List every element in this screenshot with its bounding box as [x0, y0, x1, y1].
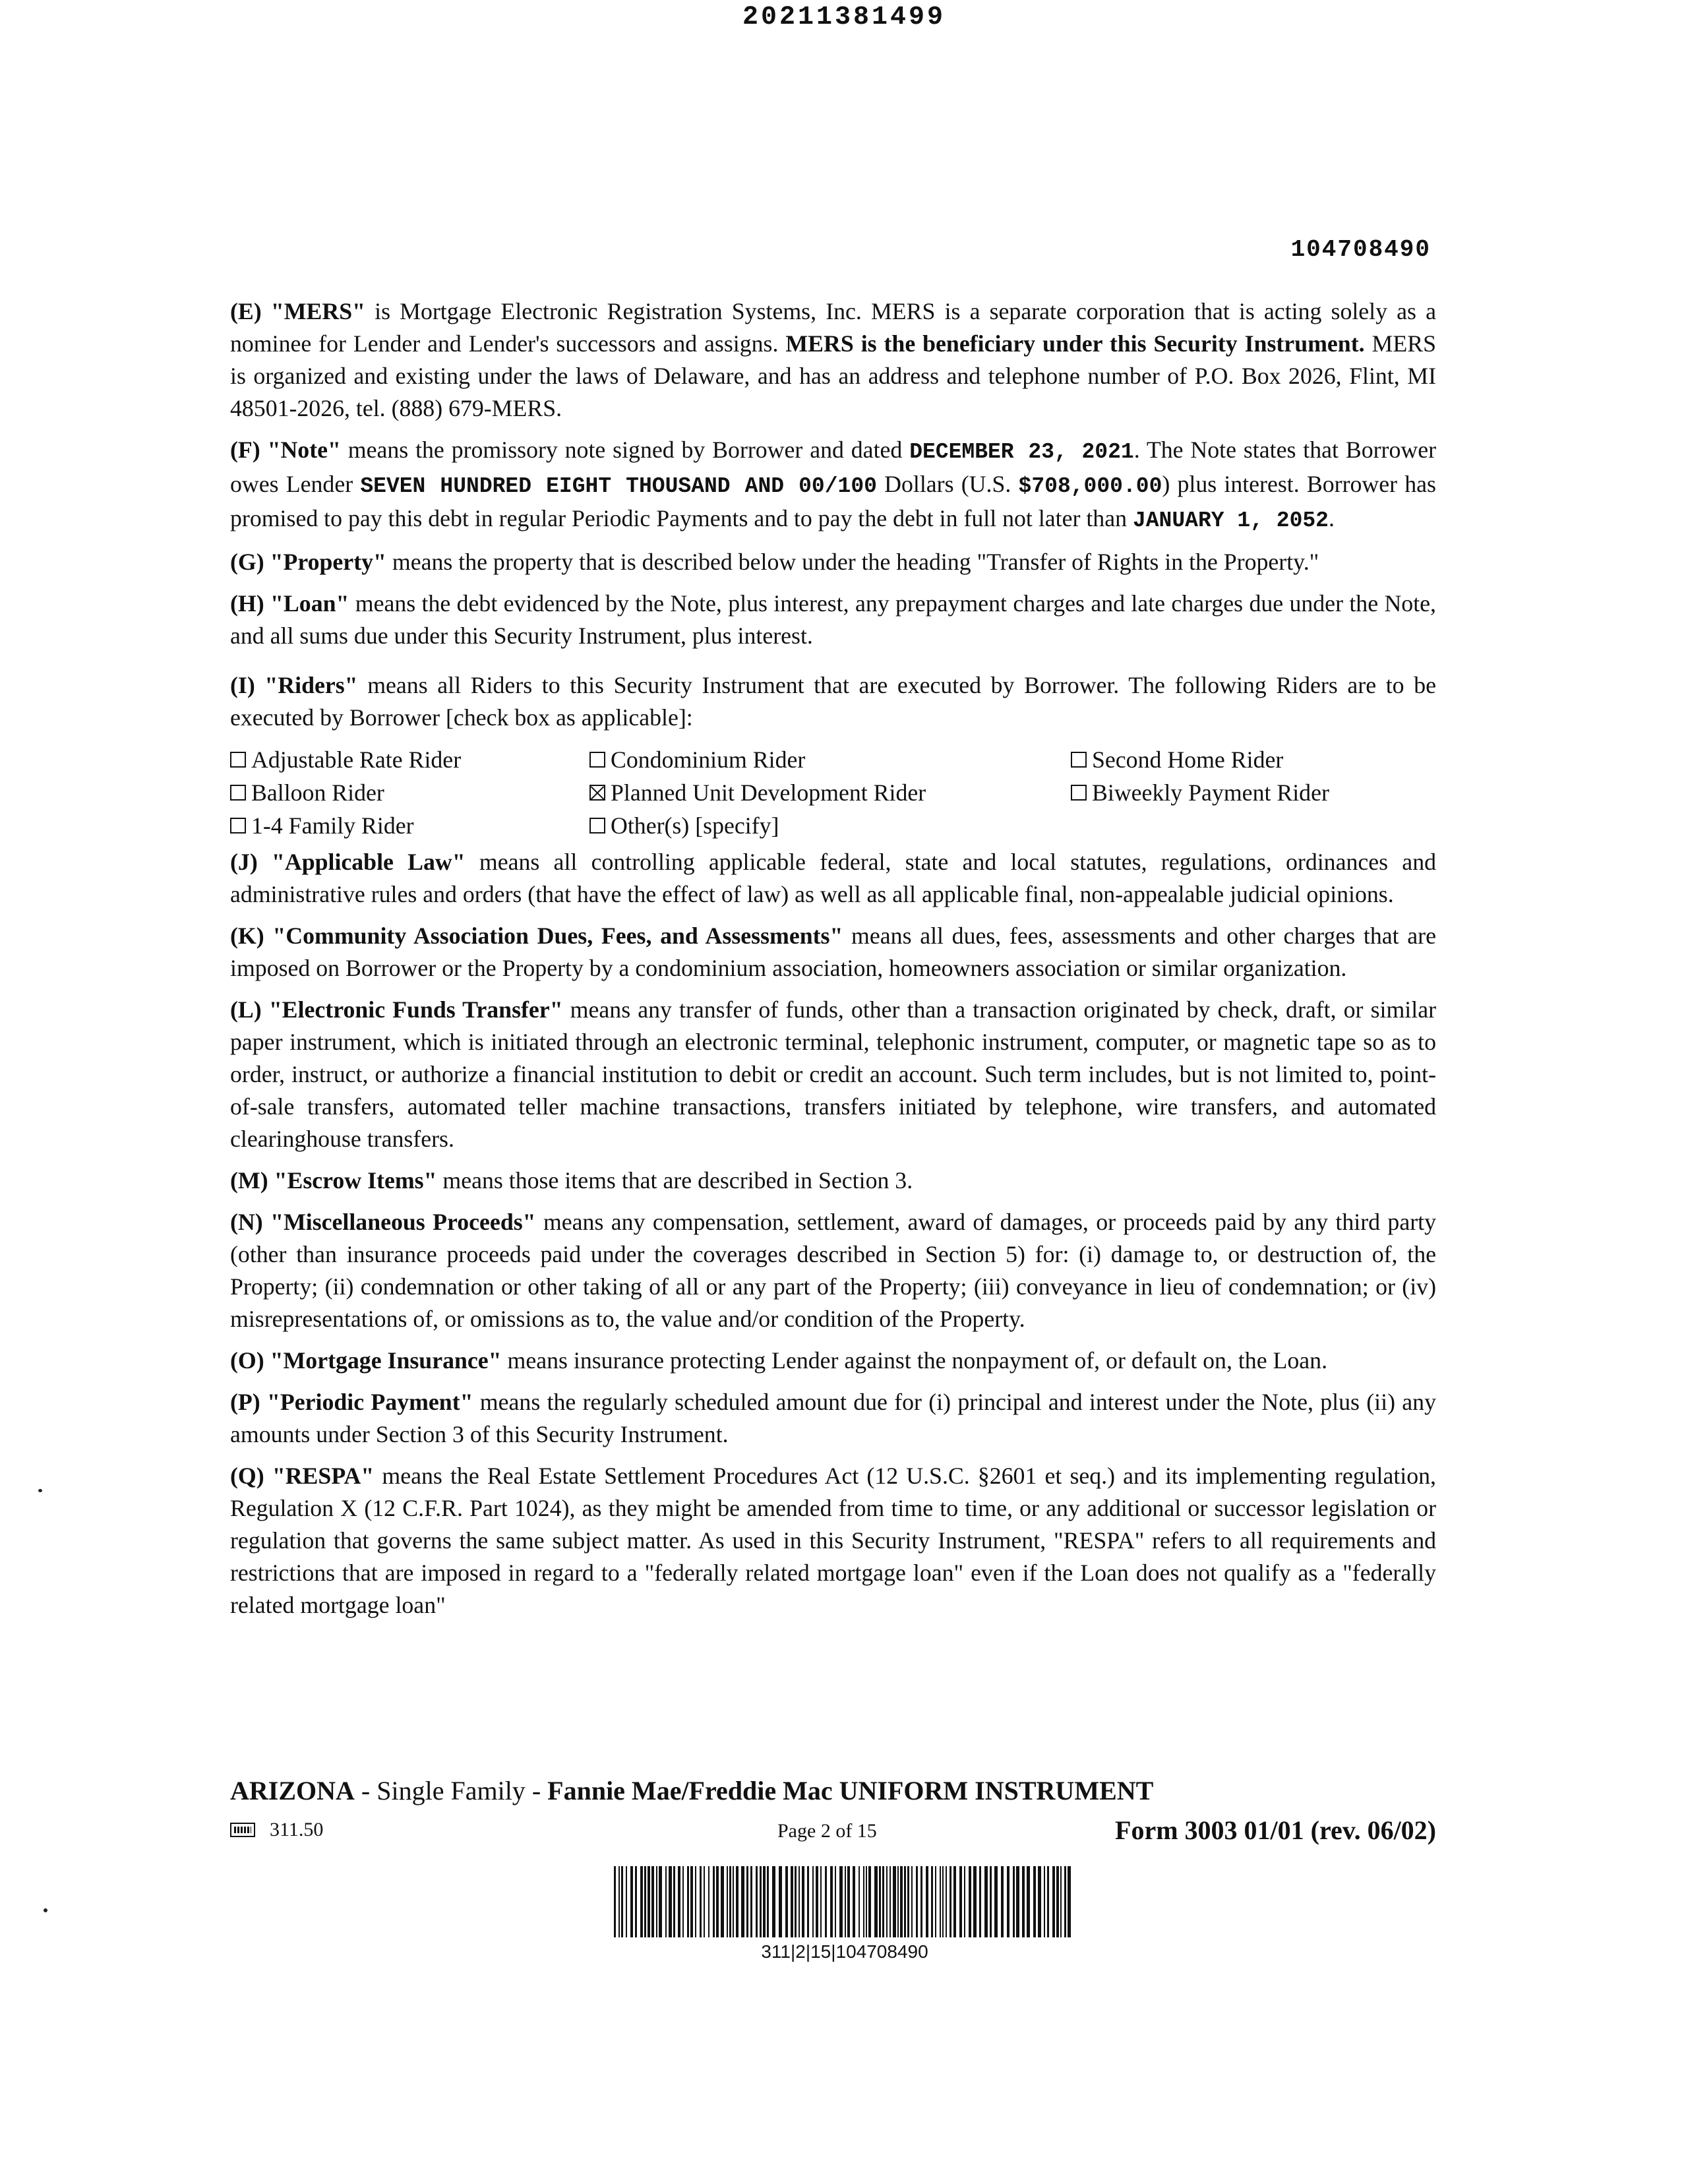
loan-number: 104708490 — [1290, 236, 1431, 263]
barcode-bar — [979, 1866, 981, 1937]
barcode-bar — [920, 1866, 922, 1937]
barcode-bar — [1001, 1866, 1004, 1937]
barcode-bar — [626, 1866, 627, 1937]
barcode-bar — [946, 1866, 947, 1937]
term-property: (G) "Property" — [230, 549, 386, 575]
barcode-bar — [845, 1866, 846, 1937]
paragraph-text: means the debt evidenced by the Note, plus interest, any prepayment charges and late charges due under the Note, and all sums due under this Security Instrument, plus interest. — [230, 590, 1436, 649]
barcode-bar — [866, 1866, 867, 1937]
barcode-bar — [839, 1866, 843, 1937]
footer-instrument: Fannie Mae/Freddie Mac UNIFORM INSTRUMENT — [547, 1776, 1154, 1805]
barcode-bar — [886, 1866, 888, 1937]
paragraph-i-riders — [230, 669, 1436, 734]
term-mers: (E) "MERS" — [230, 298, 366, 324]
barcode-bar — [635, 1866, 637, 1937]
page-number: Page 2 of 15 — [777, 1820, 877, 1842]
barcode-bar — [868, 1866, 871, 1937]
barcode-bar — [1047, 1866, 1049, 1937]
barcode-bar — [859, 1866, 860, 1937]
barcode-bar — [879, 1866, 881, 1937]
rider-balloon[interactable] — [230, 776, 589, 809]
paragraph-text: means all controlling applicable federal, state and local statutes, regulations, ordinances and administrative rules and orders (that have the effect of law) as well as all applicable final, non-appealable judicial opinions. — [230, 849, 1436, 907]
barcode-bar — [897, 1866, 899, 1937]
barcode-bar — [741, 1866, 744, 1937]
rider-label: Balloon Rider — [251, 779, 384, 806]
barcode-bar — [863, 1866, 864, 1937]
barcode-bar — [847, 1866, 850, 1937]
paragraph-o-mortgage-insurance — [230, 1345, 1436, 1377]
rider-label: Biweekly Payment Rider — [1092, 779, 1329, 806]
barcode-bar — [935, 1866, 936, 1937]
loan-amount: $708,000.00 — [1018, 474, 1162, 499]
checkbox-icon[interactable] — [230, 752, 246, 768]
barcode-bar — [1013, 1866, 1015, 1937]
barcode-bar — [678, 1866, 680, 1937]
barcode-bar — [727, 1866, 728, 1937]
barcode-bar — [1038, 1866, 1041, 1937]
barcode-bar — [640, 1866, 643, 1937]
barcode-bar — [953, 1866, 956, 1937]
barcode-bar — [713, 1866, 715, 1937]
footer-family-type: Single Family — [377, 1776, 526, 1805]
barcode-bar — [779, 1866, 782, 1937]
barcode-bar — [791, 1866, 793, 1937]
loan-amount-words: SEVEN HUNDRED EIGHT THOUSAND AND 00/100 — [360, 474, 877, 499]
barcode-bar — [911, 1866, 913, 1937]
barcode-bar — [1033, 1866, 1036, 1937]
paragraph-text: . — [1329, 505, 1335, 531]
barcode-bar — [830, 1866, 833, 1937]
rider-second-home[interactable] — [1071, 743, 1436, 776]
barcode-bar — [729, 1866, 731, 1937]
paragraph-text: means any compensation, settlement, award of damages, or proceeds paid by any third party (other than insurance proceeds paid under the coverages described in Section 5) for: (i) damage to, or destruction of, the Property; (ii) condemnation or other taking of all or any part of the Property; (iii) conveyance in lieu of condemnation; or (iv) misrepresentations of, or omissions as to, the value and/or condition of the Property. — [230, 1209, 1436, 1332]
barcode-bar — [990, 1866, 992, 1937]
mers-beneficiary-statement: MERS is the beneficiary under this Security Instrument. — [785, 330, 1365, 357]
term-riders: (I) "Riders" — [230, 672, 358, 698]
barcode-bar — [994, 1866, 998, 1937]
document-body — [230, 295, 1436, 1622]
barcode-bar — [756, 1866, 758, 1937]
barcode — [614, 1866, 1075, 1937]
rider-biweekly-payment[interactable] — [1071, 776, 1436, 809]
barcode-bar — [785, 1866, 788, 1937]
footer-row — [230, 1815, 1436, 1848]
barcode-bar — [889, 1866, 891, 1937]
term-respa: (Q) "RESPA" — [230, 1463, 375, 1489]
rider-1-4-family[interactable] — [230, 809, 589, 842]
barcode-bar — [760, 1866, 762, 1937]
checkbox-icon[interactable] — [230, 785, 246, 801]
barcode-bar — [1016, 1866, 1019, 1937]
paragraph-f-note — [230, 434, 1436, 537]
barcode-bar — [795, 1866, 797, 1937]
checkbox-icon[interactable] — [230, 818, 246, 834]
scan-speck — [38, 1489, 42, 1492]
paragraph-k-association-dues — [230, 920, 1436, 985]
paragraph-l-electronic-funds-transfer — [230, 994, 1436, 1155]
barcode-bar — [736, 1866, 738, 1937]
barcode-bar — [644, 1866, 646, 1937]
checkbox-icon[interactable] — [589, 818, 605, 834]
term-loan: (H) "Loan" — [230, 590, 349, 617]
barcode-bar — [812, 1866, 814, 1937]
form-code — [230, 1819, 323, 1841]
barcode-bar — [1044, 1866, 1045, 1937]
term-miscellaneous-proceeds: (N) "Miscellaneous Proceeds" — [230, 1209, 536, 1235]
term-applicable-law: (J) "Applicable Law" — [230, 849, 466, 875]
paragraph-text: means all dues, fees, assessments and other charges that are imposed on Borrower or the Property by a condominium association, homeowners association or similar organization. — [230, 923, 1436, 981]
footer-state: ARIZONA — [230, 1776, 355, 1805]
barcode-bar — [750, 1866, 752, 1937]
barcode-bar — [651, 1866, 654, 1937]
barcode-bar — [973, 1866, 977, 1937]
barcode-bar — [907, 1866, 909, 1937]
footer-separator: - — [525, 1776, 548, 1805]
riders-checklist — [230, 743, 1436, 842]
checkbox-icon[interactable] — [1071, 785, 1087, 801]
rider-other[interactable] — [589, 809, 1071, 842]
paragraph-text: . The Note states that Borrower owes Lender — [230, 437, 1437, 497]
paragraph-m-escrow-items — [230, 1165, 1436, 1197]
barcode-bar — [1056, 1866, 1059, 1937]
barcode-bar — [704, 1866, 705, 1937]
paragraph-text: MERS is organized and existing under the laws of Delaware, and has an address and telephone number of P.O. Box 2026, Flint, MI 48501-2026, tel. (888) 679-MERS. — [230, 330, 1436, 421]
rider-label: Condominium Rider — [611, 746, 806, 773]
footer-separator: - — [354, 1776, 377, 1805]
barcode-bar — [816, 1866, 818, 1937]
barcode-bar — [959, 1866, 962, 1937]
barcode-bar — [648, 1866, 650, 1937]
checked-checkbox-icon[interactable] — [589, 785, 605, 801]
barcode-bar — [656, 1866, 657, 1937]
paragraph-text: means the regularly scheduled amount due for (i) principal and interest under the Note, plus (ii) any amounts under Section 3 of this Security Instrument. — [230, 1389, 1436, 1447]
rider-label: Other(s) [specify] — [611, 812, 779, 839]
rider-label: Planned Unit Development Rider — [611, 779, 926, 806]
barcode-bar — [1007, 1866, 1010, 1937]
barcode-bar — [931, 1866, 933, 1937]
barcode-bar — [1064, 1866, 1066, 1937]
barcode-bar — [659, 1866, 662, 1937]
rider-label: Adjustable Rate Rider — [251, 746, 462, 773]
checkbox-icon[interactable] — [589, 752, 605, 768]
barcode-bar — [802, 1866, 804, 1937]
barcode-bar — [853, 1866, 855, 1937]
barcode-bar — [1068, 1866, 1071, 1937]
barcode-bar — [767, 1866, 769, 1937]
barcode-bar — [807, 1866, 809, 1937]
paragraph-text: is Mortgage Electronic Registration Systems, Inc. MERS is a separate corporation that is acting solely as a nominee for Lender and Lender's successors and assigns. — [230, 298, 1436, 357]
barcode-bar — [893, 1866, 896, 1937]
barcode-bar — [904, 1866, 906, 1937]
paragraph-text: means insurance protecting Lender against the nonpayment of, or default on, the Loan. — [501, 1347, 1328, 1374]
barcode-bar — [695, 1866, 696, 1937]
barcode-bar — [1022, 1866, 1025, 1937]
barcode-bar — [900, 1866, 903, 1937]
barcode-bar — [825, 1866, 827, 1937]
barcode-bar — [940, 1866, 941, 1937]
form-code-number: 311.50 — [270, 1819, 324, 1840]
barcode-bar — [621, 1866, 623, 1937]
paragraph-text: means all Riders to this Security Instrument that are executed by Borrower. The following Riders are to be executed by Borrower [check box as applicable]: — [230, 672, 1436, 731]
footer-instrument-title — [230, 1775, 1153, 1806]
form-number: Form 3003 01/01 (rev. 06/02) — [1115, 1815, 1436, 1845]
paragraph-e-mers — [230, 295, 1436, 425]
barcode-bar — [630, 1866, 633, 1937]
barcode-bar — [969, 1866, 971, 1937]
term-note: (F) "Note" — [230, 437, 341, 463]
barcode-bar — [746, 1866, 748, 1937]
barcode-bar — [614, 1866, 616, 1937]
barcode-bar — [687, 1866, 689, 1937]
barcode-bar — [690, 1866, 693, 1937]
barcode-bar — [721, 1866, 724, 1937]
paragraph-text: means the property that is described below under the heading "Transfer of Rights in the Property." — [386, 549, 1319, 575]
checkbox-icon[interactable] — [1071, 752, 1087, 768]
barcode-bar — [716, 1866, 719, 1937]
barcode-bar — [1027, 1866, 1030, 1937]
barcode-bar — [673, 1866, 675, 1937]
paragraph-text: means the Real Estate Settlement Procedures Act (12 U.S.C. §2601 et seq.) and its implementing regulation, Regulation X (12 C.F.R. Part 1024), as they might be amended from time to time, or any additional or successor legislation or regulation that governs the same subject matter. As used in this Security Instrument, "RESPA" refers to all requirements and restrictions that are imposed in regard to a "federally related mortgage loan" even if the Loan does not qualify as a "federally related mortgage loan" — [230, 1463, 1436, 1618]
term-mortgage-insurance: (O) "Mortgage Insurance" — [230, 1347, 502, 1374]
barcode-bar — [733, 1866, 734, 1937]
barcode-bar — [772, 1866, 775, 1937]
barcode-bar — [820, 1866, 822, 1937]
rider-adjustable-rate[interactable] — [230, 743, 589, 776]
paragraph-g-property — [230, 546, 1436, 578]
paragraph-text: Dollars (U.S. — [876, 471, 1019, 497]
barcode-bar — [926, 1866, 928, 1937]
barcode-bar — [700, 1866, 702, 1937]
ellie-mae-logo-icon — [230, 1823, 255, 1837]
rider-planned-unit-development[interactable] — [589, 776, 1071, 809]
barcode-bar — [665, 1866, 667, 1937]
barcode-bar — [1060, 1866, 1062, 1937]
barcode-bar — [874, 1866, 878, 1937]
barcode-bar — [942, 1866, 944, 1937]
barcode-bar — [763, 1866, 766, 1937]
barcode-bar — [708, 1866, 709, 1937]
barcode-bar — [964, 1866, 965, 1937]
barcode-bar — [950, 1866, 951, 1937]
maturity-date: JANUARY 1, 2052 — [1132, 508, 1329, 533]
barcode-bar — [882, 1866, 884, 1937]
paragraph-q-respa — [230, 1460, 1436, 1622]
barcode-bar — [682, 1866, 684, 1937]
rider-label: 1-4 Family Rider — [251, 812, 414, 839]
rider-label: Second Home Rider — [1092, 746, 1284, 773]
paragraph-n-miscellaneous-proceeds — [230, 1206, 1436, 1335]
rider-condominium[interactable] — [589, 743, 1071, 776]
barcode-bar — [916, 1866, 918, 1937]
note-date: DECEMBER 23, 2021 — [909, 440, 1134, 464]
barcode-bar — [799, 1866, 800, 1937]
barcode-text: 311|2|15|104708490 — [761, 1941, 928, 1962]
barcode-bar — [984, 1866, 988, 1937]
scan-speck — [44, 1908, 47, 1912]
barcode-bar — [1052, 1866, 1055, 1937]
paragraph-h-loan — [230, 588, 1436, 652]
paragraph-text: means those items that are described in Section 3. — [437, 1167, 913, 1194]
term-escrow-items: (M) "Escrow Items" — [230, 1167, 437, 1194]
term-periodic-payment: (P) "Periodic Payment" — [230, 1389, 473, 1415]
paragraph-p-periodic-payment — [230, 1386, 1436, 1451]
term-electronic-funds-transfer: (L) "Electronic Funds Transfer" — [230, 996, 563, 1023]
paragraph-j-applicable-law — [230, 846, 1436, 911]
paragraph-text: ) plus interest. Borrower has promised to pay this debt in regular Periodic Payments and to pay the debt in full not later than — [230, 471, 1436, 531]
paragraph-text: means any transfer of funds, other than a transaction originated by check, draft, or similar paper instrument, which is initiated through an electronic terminal, telephonic instrument, computer, or magnetic tape so as to order, instruct, or authorize a financial institution to debit or credit an account. Such term includes, but is not limited to, point-of-sale transfers, automated teller machine transactions, transfers initiated by telephone, wire transfers, and automated clearinghouse transfers. — [230, 996, 1436, 1152]
barcode-bar — [835, 1866, 836, 1937]
term-association-dues: (K) "Community Association Dues, Fees, and Assessments" — [230, 923, 843, 949]
recording-number: 20211381499 — [742, 3, 946, 32]
paragraph-text: means the promissory note signed by Borrower and dated — [340, 437, 910, 463]
barcode-bar — [618, 1866, 620, 1937]
barcode-bar — [669, 1866, 672, 1937]
